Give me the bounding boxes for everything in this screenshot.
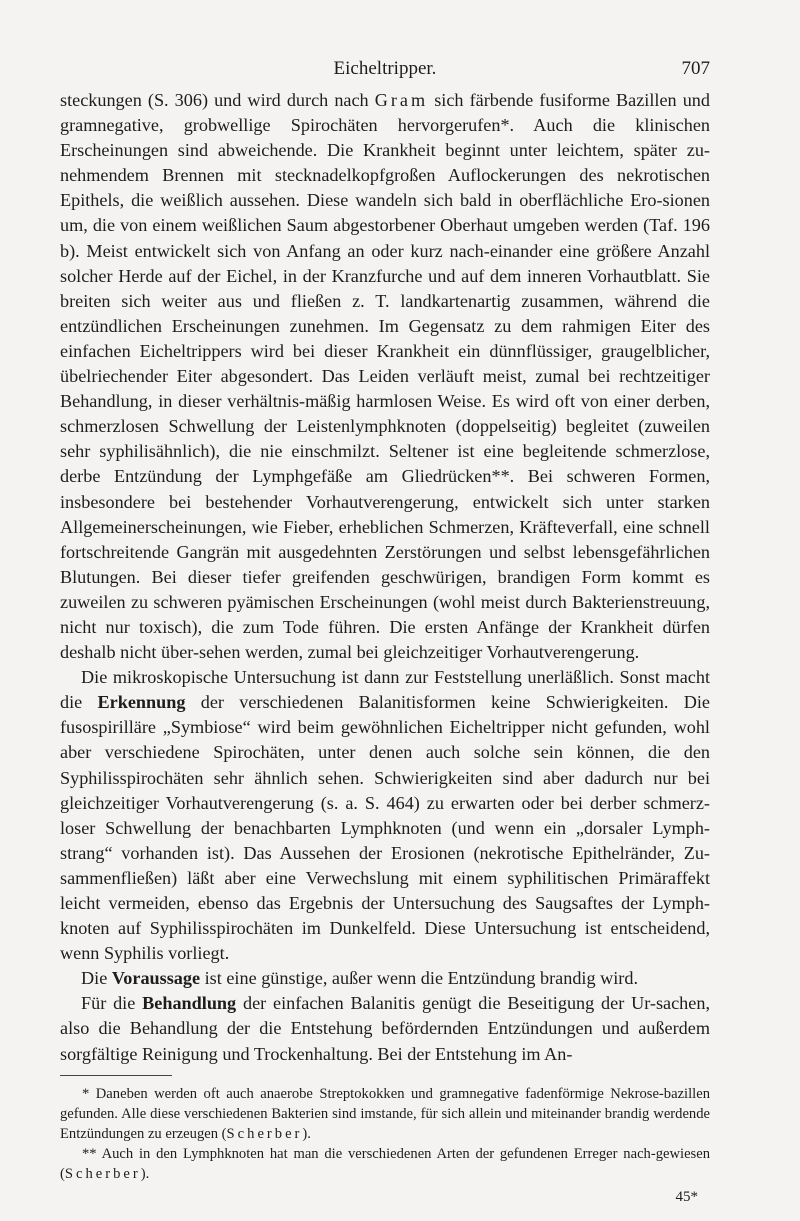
text-run: steckungen (S. 306) und wird durch nach (60, 90, 375, 110)
text-run: * Daneben werden oft auch anaerobe Streptokokken und gramnegative fadenförmige Nekrose-bazillen gefunden. Alle diese verschiedenen Bakterien sind imstande, für sich allein und miteinander brandig werdende Entzündungen zu erzeugen ( (60, 1085, 710, 1143)
text-run: ). (140, 1166, 150, 1183)
text-run: ** Auch in den Lymphknoten hat man die verschiedenen Arten der gefundenen Erreger nach-gewiesen ( (60, 1146, 710, 1183)
page-number: 707 (681, 58, 710, 79)
footnote (60, 1084, 710, 1145)
paragraph (60, 88, 710, 665)
text-run: sich färbende fusiforme Bazillen und gramnegative, grobwellige Spirochäten hervorgerufen*. Auch die klinischen Erscheinungen sind abweichende. Die Krankheit beginnt unter leichtem, später zu-nehmendem Brennen mit stecknadelkopfgroßen Auflockerungen des nekrotischen Epithels, die weißlich aussehen. Diese wandeln sich bald in oberflächliche Ero-sionen um, die von einem weißlichen Saum abgestorbener Oberhaut umgeben werden (Taf. 196 b). Meist entwickelt sich von Anfang an oder kurz nach-einander eine größere Anzahl solcher Herde auf der Eichel, in der Kranzfurche und auf dem inneren Vorhautblatt. Sie breiten sich weiter aus und fließen z. T. landkartenartig zusammen, während die entzündlichen Erscheinungen zunehmen. Im Gegensatz zu dem rahmigen Eiter des einfachen Eicheltrippers wird bei dieser Krankheit ein dünnflüssiger, graugelblicher, übelriechender Eiter abgesondert. Das Leiden verläuft meist, zumal bei rechtzeitiger Behandlung, in dieser verhältnis-mäßig harmlosen Weise. Es wird oft von einer derben, schmerzlosen Schwellung der Leistenlymphknoten (doppelseitig) begleitet (zuweilen sehr syphilisähnlich), die nie einschmilzt. Seltener ist eine begleitende schmerzlose, derbe Entzündung der Lymphgefäße am Gliedrücken**. Bei schweren Formen, insbesondere bei bestehender Vorhautverengerung, entwickelt sich unter starken Allgemeinerscheinungen, wie Fieber, erheblichen Schmerzen, Kräfteverfall, eine schnell fortschreitende Gangrän mit ausgedehnten Zerstörungen und selbst lebensgefährlichen Blutungen. Bei dieser tiefer greifenden geschwürigen, brandigen Form kommt es zuweilen zu schweren pyämischen Erscheinungen (wohl meist durch Bakterienstreuung, nicht nur toxisch), die zum Tode führen. Die ersten Anfänge der Krankheit dürfen deshalb nicht über-sehen werden, zumal bei gleichzeitiger Vorhautverengerung. (60, 90, 710, 663)
text-run: ). (302, 1126, 311, 1143)
bold-keyword: Erkennung (97, 692, 186, 713)
text-run: Für die (81, 993, 143, 1014)
author-name: Scherber (226, 1126, 303, 1143)
text-run: Die mikroskopische Untersuchung ist dann zur Feststellung unerläßlich. Sonst macht die (60, 667, 710, 713)
running-title: Eicheltripper. (333, 58, 437, 79)
text-run: ist eine günstige, außer wenn die Entzündung brandig wird. (200, 968, 638, 989)
author-name: Gram (374, 90, 429, 110)
footnote-separator (60, 1075, 172, 1076)
main-text (60, 88, 710, 1067)
text-run: Die (81, 968, 112, 989)
text-run: der verschiedenen Balanitisformen keine Schwierigkeiten. Die fusospirilläre „Symbiose“ wird beim gewöhnlichen Eicheltripper nicht gefunden, wohl aber verschiedene Spirochäten, unter denen auch solche sein können, die den Syphilisspirochäten sehr ähnlich sehen. Schwierigkeiten sind aber dadurch nur bei gleichzeitiger Vorhautverengerung (s. a. S. 464) zu erwarten oder bei derber schmerz-loser Schwellung der benachbarten Lymphknoten (und wenn ein „dorsaler Lymph-strang“ vorhanden ist). Das Aussehen der Erosionen (nekrotische Epithelränder, Zu-sammenfließen) läßt aber eine Verwechslung mit einem syphilitischen Primäraffekt leicht vermeiden, ebenso das Ergebnis der Untersuchung des Saugsaftes der Lymph-knoten auf Syphilisspirochäten im Dunkelfeld. Diese Untersuchung ist entscheidend, wenn Syphilis vorliegt. (60, 692, 710, 964)
paragraph (60, 665, 710, 966)
footnote (60, 1144, 710, 1184)
author-name: Scherber (64, 1166, 141, 1183)
bold-keyword: Behandlung (142, 993, 237, 1014)
bold-keyword: Voraussage (111, 968, 201, 989)
text-run: der einfachen Balanitis genügt die Beseitigung der Ur-sachen, also die Behandlung der die Entstehung befördernden Entzündungen und außerdem sorgfältige Reinigung und Trockenhaltung. Bei der Entstehung im An- (60, 993, 710, 1064)
book-page (60, 58, 710, 1206)
paragraph (60, 991, 710, 1066)
sheet-signature: 45* (675, 1188, 698, 1205)
footnotes (60, 1084, 710, 1185)
paragraph (60, 966, 710, 991)
running-header (60, 58, 710, 88)
